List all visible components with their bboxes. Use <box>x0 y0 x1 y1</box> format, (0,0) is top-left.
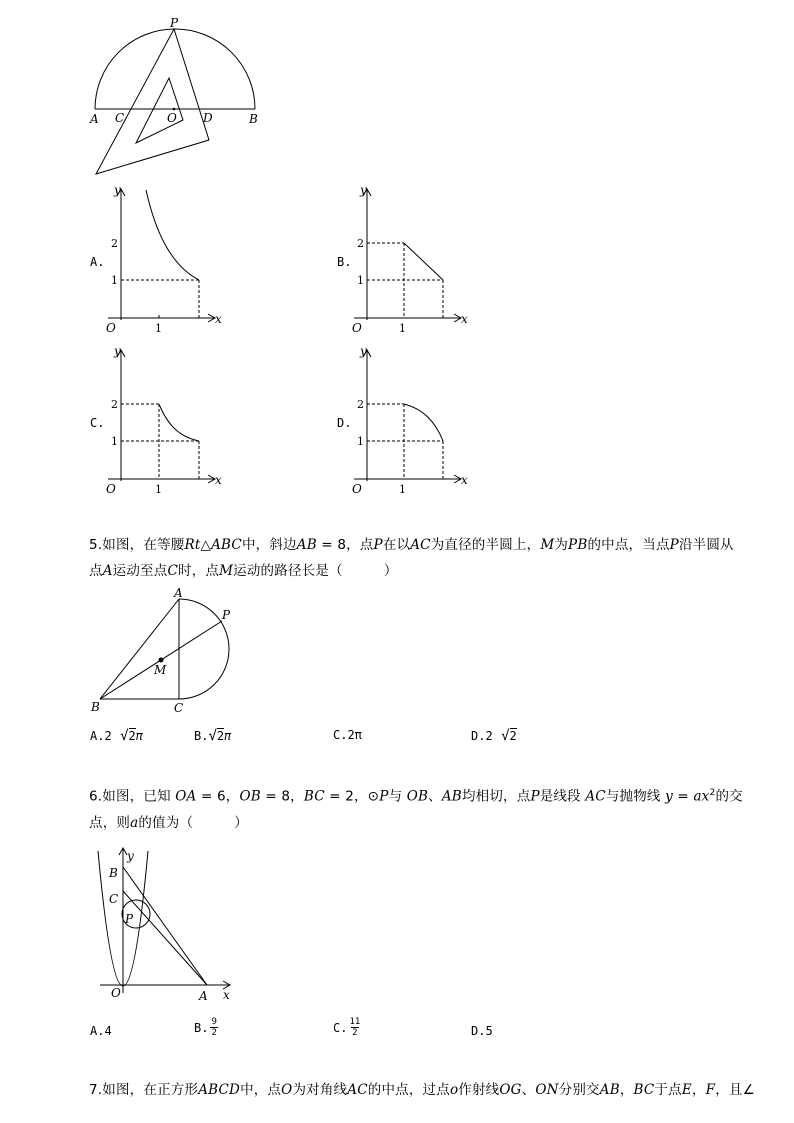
q5-text: △ <box>200 537 212 553</box>
q7-text: 于点 <box>654 1082 682 1098</box>
q6-option-a-text: A.4 <box>90 1024 112 1038</box>
q5-option-a-radicand: 2 <box>128 729 136 743</box>
label-P: P <box>222 608 231 622</box>
q6-text: 的交 <box>715 788 743 805</box>
q5-option-c-text: C.2π <box>333 728 362 742</box>
q6-math: AB <box>441 788 462 805</box>
point-M <box>159 658 164 663</box>
q7-text: ， <box>691 1082 706 1098</box>
q6-text: 点，则 <box>89 814 131 831</box>
tick-x-1: 1 <box>399 322 406 335</box>
q5-text: 点 <box>89 563 103 579</box>
center-point <box>173 108 176 111</box>
tick-y-1: 1 <box>111 435 118 448</box>
q7-text: 作射线 <box>458 1082 500 1098</box>
q6-option-b-text: B. <box>194 1020 209 1035</box>
sqrt-symbol: √ <box>492 728 510 744</box>
q7-text: 的中点，过点 <box>367 1082 450 1098</box>
q5-option-d <box>471 728 517 744</box>
curve-a <box>146 190 199 280</box>
label-C: C <box>115 111 125 125</box>
q7-text: ，且∠ <box>715 1082 755 1098</box>
sqrt-symbol: √ <box>208 728 217 744</box>
axis-x-label: x <box>461 473 468 487</box>
label-O: O <box>111 986 121 1000</box>
graph-a <box>100 180 230 335</box>
q5-text: 时，点 <box>178 563 220 579</box>
sqrt-symbol: √ <box>111 728 129 744</box>
label-P: P <box>170 16 179 30</box>
question-5-text <box>89 532 749 584</box>
outer-triangle <box>96 29 209 174</box>
side-BA <box>100 599 179 699</box>
q6-option-c-fraction <box>349 1017 360 1038</box>
axis-x-label: x <box>215 473 222 487</box>
tick-y-1: 1 <box>357 435 364 448</box>
q6-option-b-fraction <box>210 1017 217 1038</box>
semicircle-triangle-figure <box>85 15 270 180</box>
q6-text: 均相切，点 <box>461 788 531 805</box>
label-y: y <box>127 849 134 863</box>
q6-exponent: 2 <box>709 788 716 798</box>
q5-text: 为直径的半圆上， <box>430 537 541 553</box>
q7-math: BC <box>633 1082 655 1098</box>
q5-line-1 <box>89 532 749 558</box>
graph-c <box>100 341 230 496</box>
q7-math: AC <box>347 1082 368 1098</box>
q7-text: 分别交 <box>558 1082 600 1098</box>
q6-math: P <box>530 788 540 805</box>
q5-option-a-pi: π <box>135 729 144 743</box>
tick-y-2: 2 <box>111 237 118 250</box>
q5-option-a <box>90 728 143 744</box>
q6-option-d <box>471 1024 493 1038</box>
origin-label: O <box>106 482 116 496</box>
q7-math: O <box>281 1082 293 1098</box>
q6-text: = 2， <box>324 788 368 805</box>
q6-math: BC <box>303 788 325 805</box>
q5-option-c <box>333 728 362 742</box>
segment-AC <box>123 891 207 985</box>
q6-figure <box>90 843 240 1008</box>
q6-text: = <box>672 788 694 805</box>
q6-math: y <box>665 788 673 805</box>
q7-text: 、 <box>521 1082 536 1098</box>
q6-math: P <box>379 788 389 805</box>
axis-y-label: y <box>360 344 367 358</box>
origin-label: O <box>352 482 362 496</box>
graph-d-label: D. <box>337 416 352 430</box>
axis-y-label: y <box>114 183 121 197</box>
q7-text: 如图，在正方形 <box>102 1082 199 1098</box>
q7-math: F <box>705 1082 716 1098</box>
q5-math: A <box>102 563 113 579</box>
q6-text: 的值为（ ） <box>138 814 248 831</box>
segment-AB <box>123 867 207 985</box>
q5-math: PB <box>568 537 588 553</box>
q6-math: AC <box>585 788 606 805</box>
graph-a-label: A. <box>90 255 105 269</box>
q5-text: 为 <box>554 537 569 553</box>
q5-option-d-radicand: 2 <box>509 729 517 743</box>
segment-b <box>404 243 443 280</box>
q5-option-b-radicand: 2 <box>216 729 225 743</box>
label-P: P <box>125 912 134 926</box>
label-A: A <box>174 586 183 600</box>
q5-text: 沿半圆从 <box>678 537 734 553</box>
q5-number: 5. <box>89 537 103 553</box>
q6-text: 与 <box>388 788 407 805</box>
fraction-denominator: 2 <box>352 1028 358 1038</box>
q5-math: AB <box>296 537 317 553</box>
q7-math: AB <box>599 1082 620 1098</box>
q5-math: ABC <box>211 537 242 553</box>
q6-line-1 <box>89 780 749 810</box>
tick-x-1: 1 <box>399 483 406 496</box>
q5-math: AC <box>410 537 431 553</box>
q6-math: a <box>130 814 139 831</box>
tick-y-1: 1 <box>357 274 364 287</box>
axis-y-label: y <box>360 183 367 197</box>
q7-math: OG <box>499 1082 522 1098</box>
q7-number: 7. <box>89 1082 103 1098</box>
axis-x-label: x <box>461 312 468 326</box>
q5-text: 的中点，当点 <box>587 537 670 553</box>
label-B: B <box>249 112 258 126</box>
q6-text: 、 <box>428 788 442 805</box>
label-B: B <box>91 700 100 714</box>
q6-option-d-text: D.5 <box>471 1024 493 1038</box>
q5-text: 在以 <box>382 537 411 553</box>
q7-math: o <box>449 1082 459 1098</box>
q5-option-b-pi: π <box>224 729 232 743</box>
tick-x-1: 1 <box>155 322 162 335</box>
q5-line-2 <box>89 558 749 584</box>
tick-y-2: 2 <box>357 398 364 411</box>
q6-text: 与抛物线 <box>605 788 666 805</box>
axis-y-label: y <box>114 344 121 358</box>
q6-option-b <box>194 1017 218 1038</box>
q6-math: OA <box>175 788 197 805</box>
curve-c <box>159 404 199 441</box>
q5-figure <box>88 585 238 715</box>
graph-b-label: B. <box>337 255 352 269</box>
q7-math: ABCD <box>198 1082 241 1098</box>
q6-text: = 8， <box>260 788 304 805</box>
q6-option-a <box>90 1024 112 1038</box>
q6-text: 是线段 <box>539 788 586 805</box>
q5-text: 如图，在等腰 <box>102 537 185 553</box>
q7-text: 为对角线 <box>292 1082 348 1098</box>
circle-symbol: ⊙ <box>367 788 380 805</box>
q7-math: E <box>681 1082 692 1098</box>
graph-d <box>346 341 476 496</box>
tick-y-2: 2 <box>111 398 118 411</box>
q5-math: C <box>167 563 178 579</box>
label-O: O <box>167 111 177 125</box>
q6-math: OB <box>239 788 261 805</box>
q5-option-a-text: A.2 <box>90 729 112 743</box>
label-C: C <box>109 892 119 906</box>
label-A: A <box>90 112 99 126</box>
q7-text: ， <box>619 1082 634 1098</box>
q7-text: 中，点 <box>240 1082 282 1098</box>
q5-math: P <box>669 537 679 553</box>
axis-x-label: x <box>215 312 222 326</box>
q5-math: M <box>540 537 555 553</box>
q6-math: ax <box>693 788 710 805</box>
q5-math: Rt <box>184 537 201 553</box>
q5-text: 中，斜边 <box>241 537 297 553</box>
fraction-numerator: 9 <box>211 1017 217 1027</box>
q6-text: 如图，已知 <box>102 788 176 805</box>
fraction-denominator: 2 <box>211 1028 217 1038</box>
q5-text: = 8，点 <box>316 537 374 553</box>
q6-text: = 6， <box>196 788 240 805</box>
q6-number: 6. <box>89 788 103 805</box>
q6-math: OB <box>406 788 429 805</box>
q5-math: P <box>373 537 383 553</box>
label-A: A <box>199 989 208 1003</box>
q6-line-2 <box>89 810 749 836</box>
q5-option-b <box>194 728 231 744</box>
q6-option-c <box>333 1017 360 1038</box>
tick-y-1: 1 <box>111 274 118 287</box>
question-6-text <box>89 780 749 836</box>
label-D: D <box>203 111 213 125</box>
tick-x-1: 1 <box>155 483 162 496</box>
question-7-text <box>89 1077 755 1103</box>
fraction-numerator: 11 <box>349 1017 361 1027</box>
q6-option-c-text: C. <box>333 1020 348 1035</box>
q5-math: M <box>219 563 234 579</box>
tick-y-2: 2 <box>357 237 364 250</box>
label-C: C <box>174 701 184 715</box>
graph-c-label: C. <box>90 416 105 430</box>
origin-label: O <box>106 321 116 335</box>
graph-b <box>346 180 476 335</box>
origin-label: O <box>352 321 362 335</box>
curve-d <box>404 404 443 441</box>
q7-math: ON <box>535 1082 559 1098</box>
label-B: B <box>109 866 118 880</box>
q5-option-b-text: B. <box>194 729 209 743</box>
q5-option-d-text: D.2 <box>471 729 493 743</box>
q5-text: 运动的路径长是（ ） <box>233 563 398 579</box>
q5-text: 运动至点 <box>112 563 168 579</box>
label-x: x <box>223 988 230 1002</box>
label-M: M <box>154 663 167 677</box>
